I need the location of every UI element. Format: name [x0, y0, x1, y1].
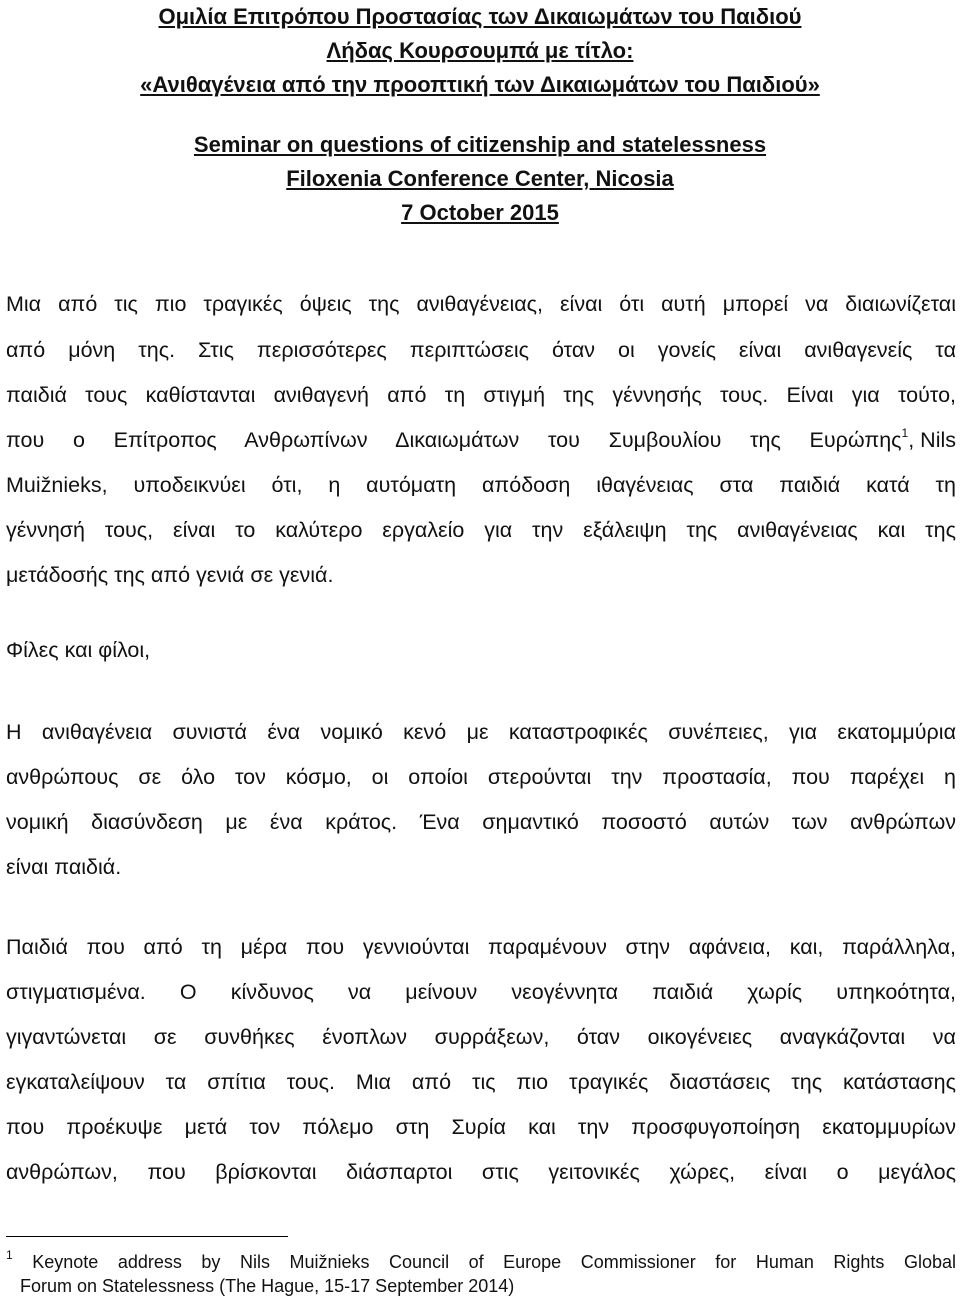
paragraph-3-line-2: στιγματισμένα. Ο κίνδυνος να μείνουν νεογέννητα παιδιά χωρίς υπηκοότητα, — [6, 980, 956, 1004]
title-line-2: Λήδας Κουρσουμπά με τίτλο: — [326, 38, 634, 63]
paragraph-2-line-2: ανθρώπους σε όλο τον κόσμο, οι οποίοι στερούνται την προστασία, που παρέχει η — [6, 765, 956, 789]
paragraph-3-line-3: γιγαντώνεται σε συνθήκες ένοπλων συρράξεων, όταν οικογένειες αναγκάζονται να — [6, 1025, 956, 1049]
paragraph-1-line-6: γέννησή τους, είναι το καλύτερο εργαλείο για την εξάλειψη της ανιθαγένειας και της — [6, 518, 956, 542]
event-title: Seminar on questions of citizenship and statelessness — [193, 132, 767, 157]
footnote-text-1: Keynote address by Nils Muižnieks Council of Europe Commissioner for Human Rights Global — [32, 1252, 956, 1272]
footnote-marker: 1 — [6, 1248, 13, 1262]
event-venue: Filoxenia Conference Center, Nicosia — [286, 166, 674, 191]
greeting: Φίλες και φίλοι, — [6, 638, 151, 662]
paragraph-1-line-4-name: , Nils — [908, 428, 956, 452]
paragraph-1-line-5: Muižnieks, υποδεικνύει ότι, η αυτόματη απόδοση ιθαγένειας στα παιδιά κατά τη — [6, 473, 956, 497]
footnote-line-2: Forum on Statelessness (The Hague, 15-17 September 2014) — [20, 1276, 515, 1296]
paragraph-3-line-6: ανθρώπων, που βρίσκονται διάσπαρτοι στις γειτονικές χώρες, είναι ο μεγάλος — [6, 1160, 956, 1184]
paragraph-1-line-3: παιδιά τους καθίστανται ανιθαγενή από τη στιγμή της γέννησής τους. Είναι για τούτο, — [6, 383, 956, 407]
footnote-reference: 1 — [901, 425, 909, 440]
paragraph-2-line-4: είναι παιδιά. — [6, 855, 122, 879]
event-date: 7 October 2015 — [401, 200, 559, 225]
paragraph-2-line-1: Η ανιθαγένεια συνιστά ένα νομικό κενό με καταστροφικές συνέπειες, για εκατομμύρια — [6, 720, 956, 744]
paragraph-1-line-4 — [6, 425, 956, 453]
footnote-line-1 — [6, 1248, 956, 1273]
title-line-1: Ομιλία Επιτρόπου Προστασίας των Δικαιωμάτων του Παιδιού — [158, 4, 802, 29]
paragraph-2-line-3: νομική διασύνδεση με ένα κράτος. Ένα σημαντικό ποσοστό αυτών των ανθρώπων — [6, 810, 956, 834]
paragraph-3-line-1: Παιδιά που από τη μέρα που γεννιούνται παραμένουν στην αφάνεια, και, παράλληλα, — [6, 935, 956, 959]
paragraph-1-line-2: από μόνη της. Στις περισσότερες περιπτώσεις όταν οι γονείς είναι ανιθαγενείς τα — [6, 338, 956, 362]
paragraph-1-line-4-text: που ο Επίτροπος Ανθρωπίνων Δικαιωμάτων του Συμβουλίου της Ευρώπης — [6, 428, 902, 452]
footnote-separator — [6, 1236, 288, 1237]
paragraph-3-line-5: που προέκυψε μετά τον πόλεμο στη Συρία και την προσφυγοποίηση εκατομμυρίων — [6, 1115, 956, 1139]
paragraph-1-line-7: μετάδοσής της από γενιά σε γενιά. — [6, 563, 334, 587]
title-line-3: «Ανιθαγένεια από την προοπτική των Δικαιωμάτων του Παιδιού» — [140, 72, 820, 97]
paragraph-1-line-1: Μια από τις πιο τραγικές όψεις της ανιθαγένειας, είναι ότι αυτή μπορεί να διαιωνίζεται — [6, 292, 956, 316]
paragraph-3-line-4: εγκαταλείψουν τα σπίτια τους. Μια από τις πιο τραγικές διαστάσεις της κατάστασης — [6, 1070, 956, 1094]
